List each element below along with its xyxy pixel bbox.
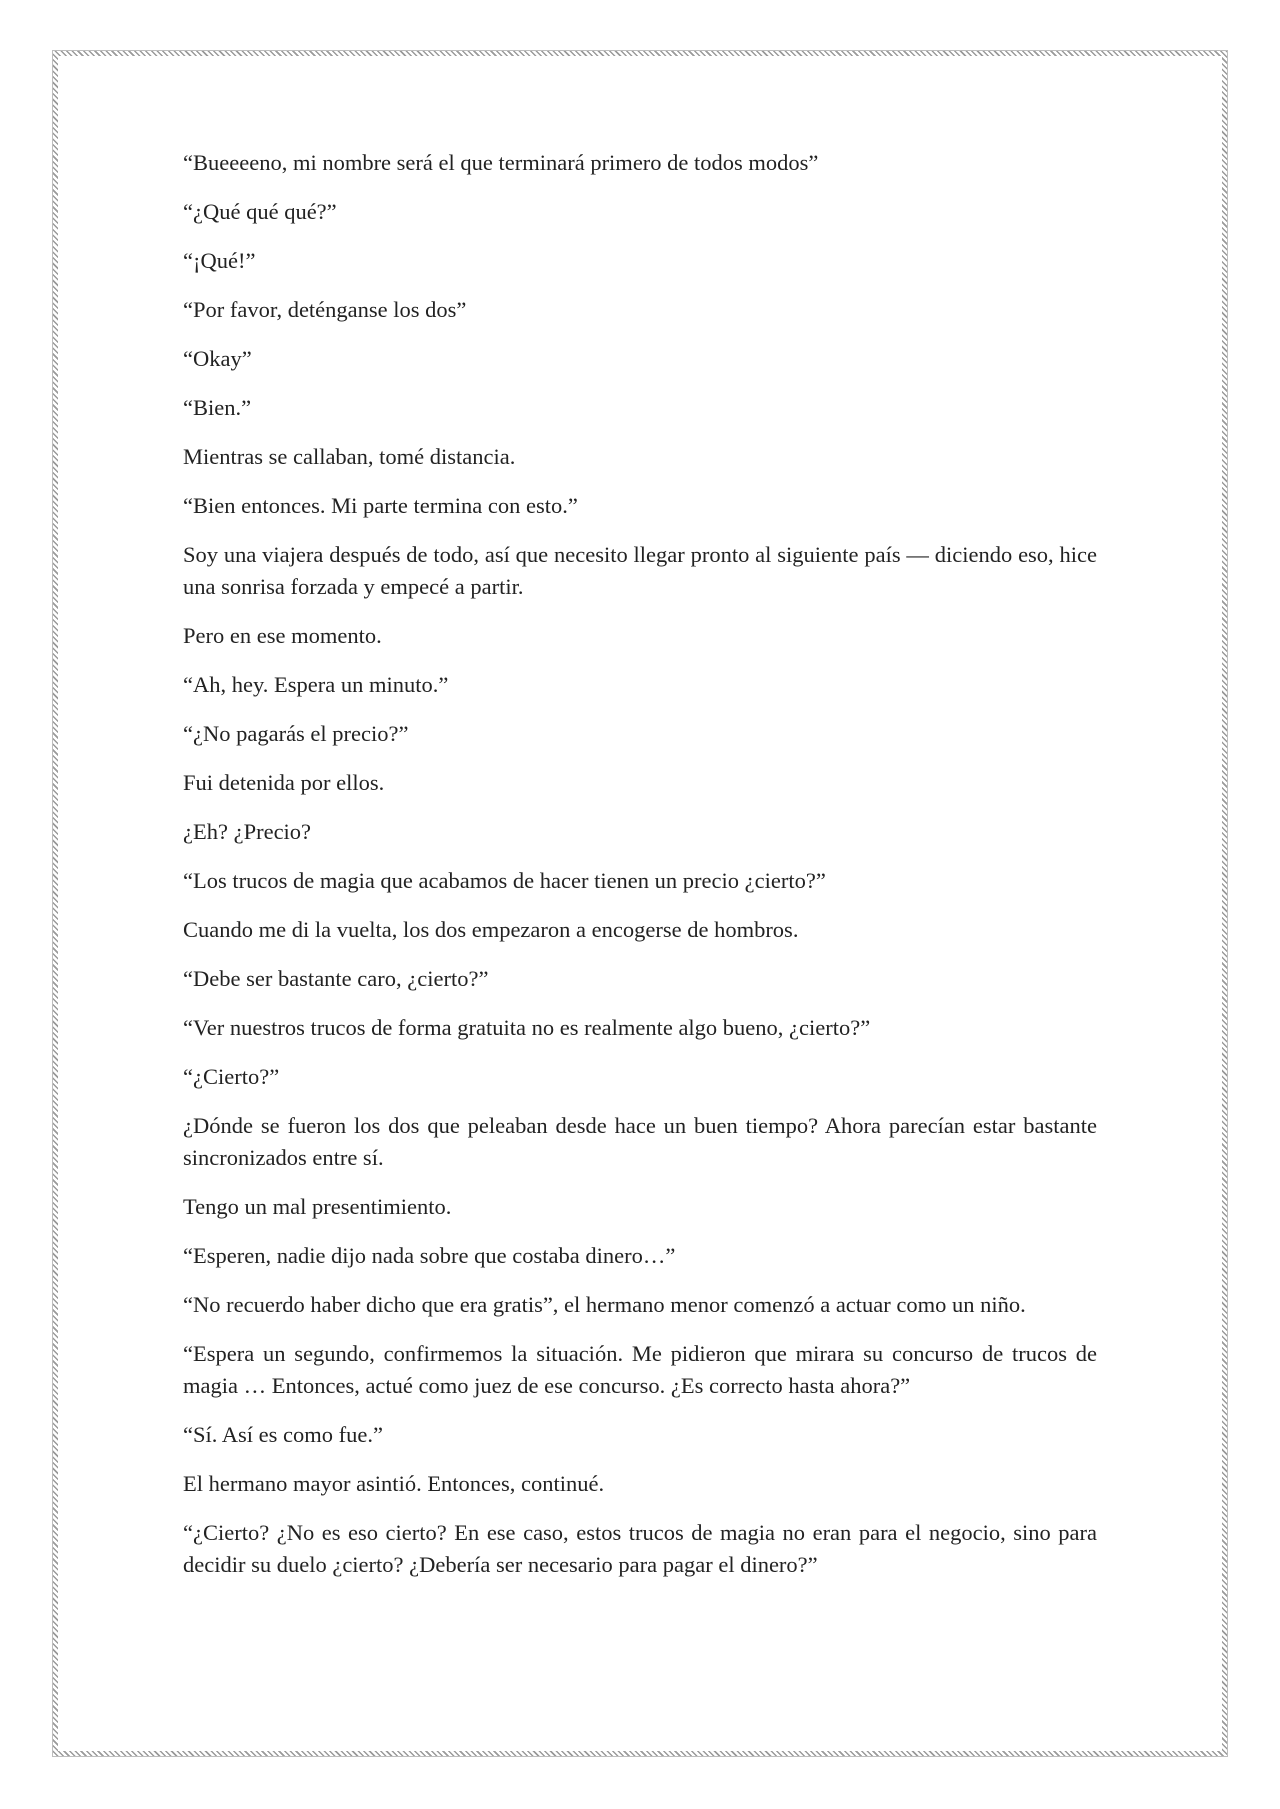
paragraph: “¿Cierto?” (183, 1064, 280, 1089)
paragraph: “Ah, hey. Espera un minuto.” (183, 672, 449, 697)
paragraph: “Sí. Así es como fue.” (183, 1422, 383, 1447)
paragraph: “¡Qué!” (183, 248, 256, 273)
paragraph: “Debe ser bastante caro, ¿cierto?” (183, 966, 489, 991)
paragraph: ¿Dónde se fueron los dos que peleaban desde hace un buen tiempo? Ahora parecían estar bastante sincronizados entre sí. (183, 1113, 1097, 1170)
paragraph: “¿No pagarás el precio?” (183, 721, 409, 746)
paragraph: “Okay” (183, 346, 252, 371)
paragraph: ¿Eh? ¿Precio? (183, 819, 312, 844)
paragraph: “Los trucos de magia que acabamos de hacer tienen un precio ¿cierto?” (183, 868, 826, 893)
paragraph: Fui detenida por ellos. (183, 770, 385, 795)
paragraph: “Espera un segundo, confirmemos la situación. Me pidieron que mirara su concurso de trucos de magia … Entonces, actué como juez de ese concurso. ¿Es correcto hasta ahora?” (183, 1341, 1097, 1398)
paragraph: “Ver nuestros trucos de forma gratuita no es realmente algo bueno, ¿cierto?” (183, 1015, 871, 1040)
document-body (183, 147, 1097, 1598)
paragraph: Cuando me di la vuelta, los dos empezaron a encogerse de hombros. (183, 917, 799, 942)
paragraph: “Bien.” (183, 395, 252, 420)
paragraph: Pero en ese momento. (183, 623, 382, 648)
paragraph: “Bien entonces. Mi parte termina con esto.” (183, 493, 578, 518)
paragraph: “Esperen, nadie dijo nada sobre que costaba dinero…” (183, 1243, 676, 1268)
paragraph: El hermano mayor asintió. Entonces, continué. (183, 1471, 605, 1496)
paragraph: “No recuerdo haber dicho que era gratis”, el hermano menor comenzó a actuar como un niño. (183, 1292, 1026, 1317)
paragraph: Mientras se callaban, tomé distancia. (183, 444, 516, 469)
paragraph: Tengo un mal presentimiento. (183, 1194, 452, 1219)
paragraph: “¿Qué qué qué?” (183, 199, 337, 224)
paragraph: “Por favor, deténganse los dos” (183, 297, 467, 322)
paragraph: “¿Cierto? ¿No es eso cierto? En ese caso, estos trucos de magia no eran para el negocio, sino para decidir su duelo ¿cierto? ¿Debería ser necesario para pagar el dinero?” (183, 1520, 1097, 1577)
paragraph: Soy una viajera después de todo, así que necesito llegar pronto al siguiente país — diciendo eso, hice una sonrisa forzada y empecé a partir. (183, 542, 1097, 599)
paragraph: “Bueeeeno, mi nombre será el que terminará primero de todos modos” (183, 150, 819, 175)
